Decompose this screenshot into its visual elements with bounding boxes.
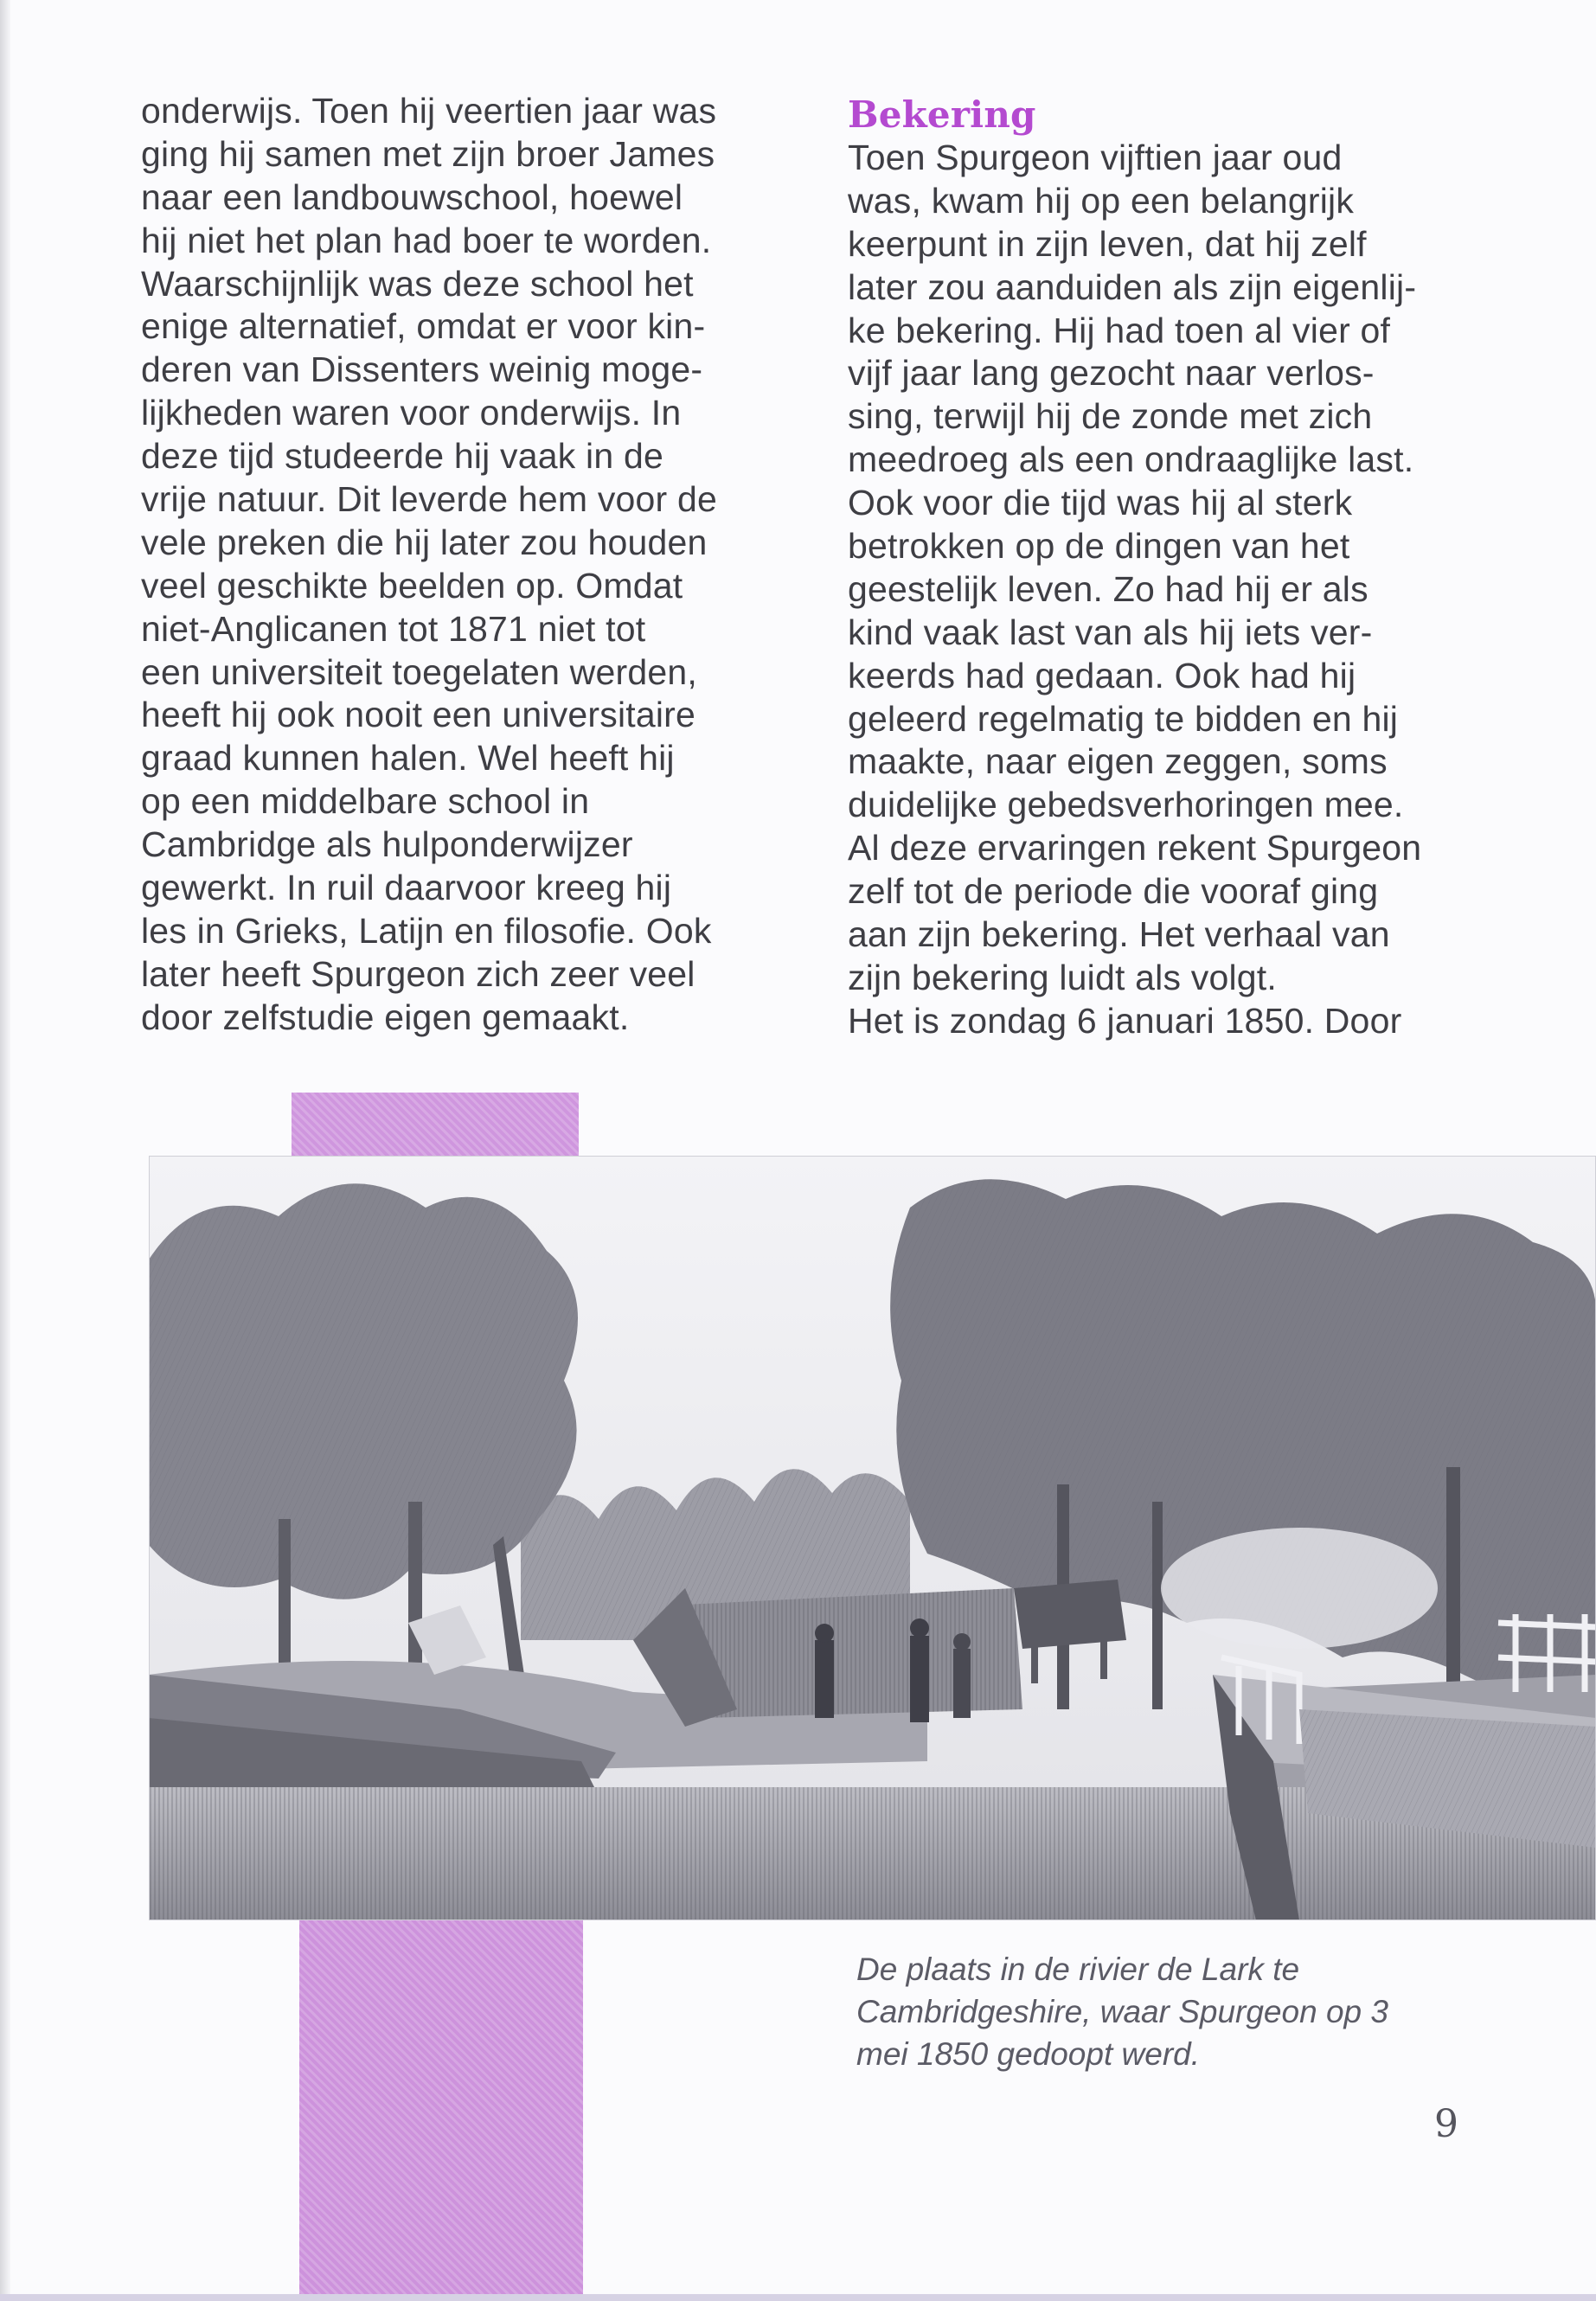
text-line: betrokken op de dingen van het bbox=[848, 526, 1350, 567]
text-line: deze tijd studeerde hij vaak in de bbox=[141, 436, 663, 477]
text-line: keerpunt in zijn leven, dat hij zelf bbox=[848, 223, 1367, 264]
text-line: niet-Anglicanen tot 1871 niet tot bbox=[141, 608, 646, 649]
text-line: heeft hij ook nooit een universitaire bbox=[141, 695, 696, 735]
text-line: Cambridge als hulponderwijzer bbox=[141, 824, 633, 865]
text-line: enige alternatief, omdat er voor kin- bbox=[141, 306, 706, 347]
caption-line: mei 1850 gedoopt werd. bbox=[856, 2036, 1200, 2072]
caption-line: De plaats in de rivier de Lark te bbox=[856, 1952, 1300, 1987]
text-line: deren van Dissenters weinig moge- bbox=[141, 349, 703, 390]
text-line: later zou aanduiden als zijn eigenlij- bbox=[848, 266, 1417, 307]
text-line: vijf jaar lang gezocht naar verlos- bbox=[848, 353, 1375, 394]
text-line: Ook voor die tijd was hij al sterk bbox=[848, 483, 1353, 523]
text-line: naar een landbouwschool, hoewel bbox=[141, 176, 683, 217]
text-line: Al deze ervaringen rekent Spurgeon bbox=[848, 828, 1422, 868]
caption-line: Cambridgeshire, waar Spurgeon op 3 bbox=[856, 1994, 1388, 2029]
text-line: zelf tot de periode die vooraf ging bbox=[848, 871, 1379, 912]
section-heading: Bekering bbox=[848, 93, 1036, 136]
text-line: maakte, naar eigen zeggen, soms bbox=[848, 741, 1388, 782]
text-line: op een middelbare school in bbox=[141, 781, 590, 822]
text-line: aan zijn bekering. Het verhaal van bbox=[848, 914, 1390, 955]
text-line: Waarschijnlijk was deze school het bbox=[141, 263, 694, 304]
page-bottom-edge bbox=[0, 2294, 1596, 2301]
text-line: vele preken die hij later zou houden bbox=[141, 522, 708, 562]
text-line: Het is zondag 6 januari 1850. Door bbox=[848, 1000, 1402, 1041]
text-line: later heeft Spurgeon zich zeer veel bbox=[141, 953, 695, 994]
text-line: lijkheden waren voor onderwijs. In bbox=[141, 393, 682, 433]
river-engraving-image bbox=[149, 1156, 1596, 1920]
page-number: 9 bbox=[1434, 2102, 1458, 2146]
text-line: ke bekering. Hij had toen al vier of bbox=[848, 310, 1391, 350]
text-line: ging hij samen met zijn broer James bbox=[141, 133, 715, 174]
text-line: sing, terwijl hij de zonde met zich bbox=[848, 396, 1373, 437]
text-line: was, kwam hij op een belangrijk bbox=[848, 180, 1355, 221]
text-line: veel geschikte beelden op. Omdat bbox=[141, 565, 683, 606]
pink-accent-block-top bbox=[292, 1093, 579, 1160]
pink-accent-block-bottom bbox=[299, 1920, 583, 2301]
text-line: vrije natuur. Dit leverde hem voor de bbox=[141, 479, 718, 520]
text-line: onderwijs. Toen hij veertien jaar was bbox=[141, 91, 717, 131]
text-line: duidelijke gebedsverhoringen mee. bbox=[848, 785, 1404, 825]
text-line: geestelijk leven. Zo had hij er als bbox=[848, 568, 1368, 609]
text-line: zijn bekering luidt als volgt. bbox=[848, 957, 1277, 997]
page-gutter-shadow bbox=[0, 0, 10, 2301]
text-line: een universiteit toegelaten werden, bbox=[141, 651, 697, 692]
text-line: graad kunnen halen. Wel heeft hij bbox=[141, 738, 675, 779]
text-line: hij niet het plan had boer te worden. bbox=[141, 220, 712, 260]
text-line: keerds had gedaan. Ook had hij bbox=[848, 655, 1356, 695]
image-caption bbox=[856, 1948, 1514, 2075]
text-line: kind vaak last van als hij iets ver- bbox=[848, 612, 1373, 652]
text-line: geleerd regelmatig te bidden en hij bbox=[848, 698, 1399, 739]
text-line: gewerkt. In ruil daarvoor kreeg hij bbox=[141, 868, 672, 908]
text-line: door zelfstudie eigen gemaakt. bbox=[141, 997, 630, 1037]
text-line: Toen Spurgeon vijftien jaar oud bbox=[848, 138, 1343, 177]
left-text-column bbox=[141, 90, 781, 1040]
text-line: les in Grieks, Latijn en filosofie. Ook bbox=[141, 910, 712, 951]
text-line: meedroeg als een ondraaglijke last. bbox=[848, 439, 1414, 480]
right-text-column bbox=[848, 93, 1471, 1043]
